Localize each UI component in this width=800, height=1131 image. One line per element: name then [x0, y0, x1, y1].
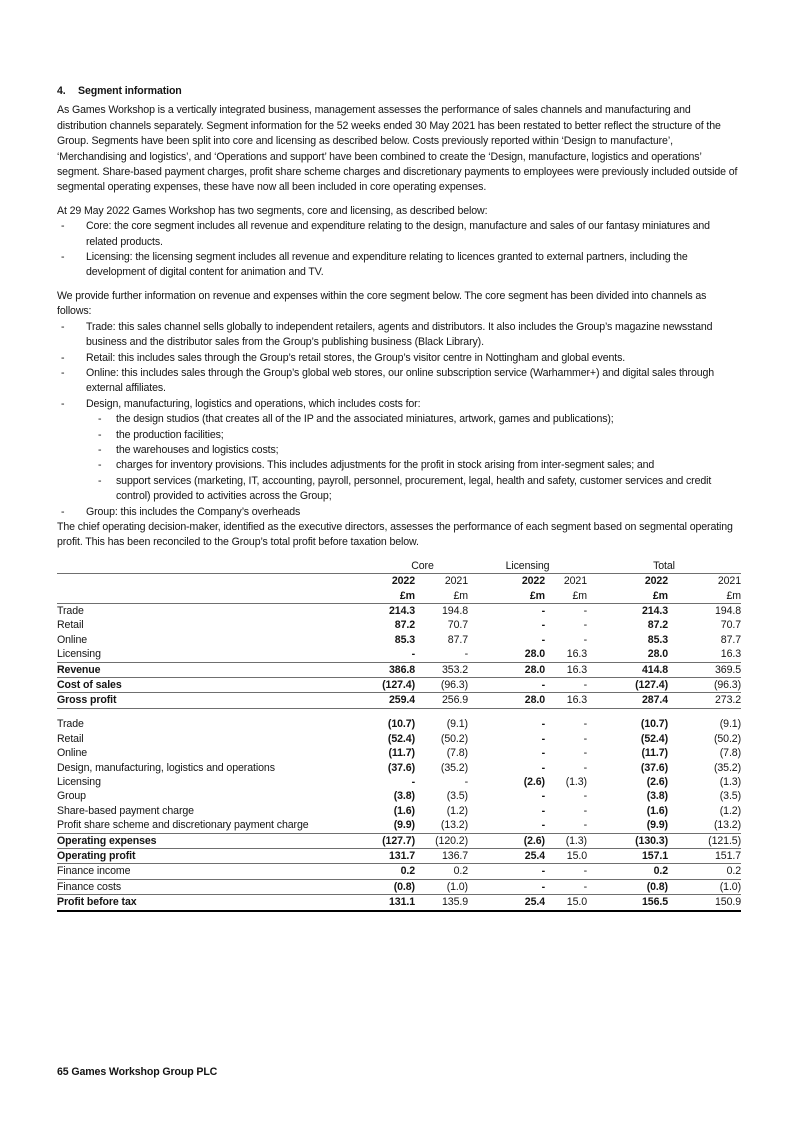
- table-cell: (11.7): [388, 747, 415, 760]
- table-row-retail: [57, 618, 741, 632]
- table-cell: 136.7: [415, 849, 468, 864]
- table-cell: (127.4): [587, 678, 668, 693]
- table-cell: 87.7: [447, 633, 468, 646]
- table-cell: (35.2): [713, 761, 742, 774]
- table-cell: 150.9: [668, 895, 741, 911]
- table-cell: -: [541, 732, 545, 745]
- table-cell: -: [545, 864, 587, 879]
- table-row-group-expenses: [57, 789, 741, 803]
- table-cell: 0.2: [415, 864, 468, 879]
- list-item-text: charges for inventory provisions. This includes adjustments for the profit in stock arising from inter-segment sales; and: [116, 459, 655, 472]
- table-cell: (1.6): [393, 804, 415, 817]
- table-cell: 353.2: [415, 662, 468, 677]
- table-cell: (37.6): [387, 761, 415, 774]
- table-cell: -: [464, 775, 468, 788]
- unit-header: £m: [587, 589, 668, 604]
- table-cell: (9.9): [587, 818, 668, 833]
- table-cell: (1.2): [446, 804, 468, 817]
- table-cell: 194.8: [715, 605, 742, 617]
- table-cell: -: [583, 804, 587, 817]
- table-cell: (0.8): [587, 879, 668, 894]
- table-cell: 414.8: [587, 662, 668, 677]
- sublist-item-support: [96, 474, 743, 505]
- table-cell: -: [583, 790, 587, 803]
- row-label: Licensing: [57, 775, 101, 788]
- row-label: Trade: [57, 718, 84, 731]
- page-footer: 65 Games Workshop Group PLC: [57, 1066, 218, 1078]
- year-header: 2021: [444, 575, 468, 588]
- row-label: Finance costs: [57, 879, 377, 894]
- list-item-online: [57, 366, 743, 397]
- bullet-dash: -: [61, 251, 65, 264]
- bullet-dash: -: [98, 428, 102, 441]
- table-cell: (130.3): [587, 833, 668, 848]
- row-label: Operating profit: [57, 849, 377, 864]
- table-row-online-expenses: [57, 746, 741, 760]
- list-item-design: [57, 397, 743, 412]
- row-label: Design, manufacturing, logistics and operations: [57, 761, 275, 774]
- table-cell: (3.8): [393, 790, 415, 803]
- table-cell: (10.7): [640, 718, 668, 731]
- section-title: Segment information: [78, 85, 182, 97]
- table-cell: -: [541, 718, 545, 731]
- table-cell: 85.3: [394, 633, 415, 646]
- table-cell: 70.7: [447, 619, 468, 632]
- table-cell: 214.3: [388, 605, 415, 617]
- table-cell: -: [468, 818, 545, 833]
- row-label: Online: [57, 747, 88, 760]
- table-row-revenue: [57, 662, 741, 677]
- unit-header: £m: [545, 589, 587, 604]
- table-cell: -: [468, 678, 545, 693]
- list-item-text: the warehouses and logistics costs;: [116, 443, 279, 456]
- list-item-text: Design, manufacturing, logistics and operations, which includes costs for:: [86, 397, 421, 410]
- list-item-group: [57, 505, 743, 520]
- table-unit-header-row: [57, 589, 741, 604]
- table-cell: (52.4): [640, 732, 668, 745]
- table-cell: -: [541, 790, 545, 803]
- list-item-text: support services (marketing, IT, accounting, payroll, personnel, procurement, legal, health and safety, customer services and credit control) provided to activities across the Group;: [116, 474, 712, 503]
- paragraph-overview: As Games Workshop is a vertically integrated business, management assesses the performance of sales channels and manufacturing and distribution channels separately. Segment information for the 52 weeks ended 30 May 2021 has been restated to better reflect the structure of the Group. Segments have been split into core and licensing as described below. Costs previously reported within ‘Design to manufacture’, ‘Merchandising and logistics’, and ‘Operations and support’ have been combined to create the ‘Design, manufacture, logistics and operations’ segment. Share-based payment charges, profit share scheme charges and discretionary payments to employees were previously included outside of segmental operating expenses, these have now all been included in core operating expenses.: [57, 104, 738, 194]
- table-cell: (50.2): [713, 732, 742, 745]
- table-cell: (1.0): [415, 879, 468, 894]
- bullet-dash: -: [61, 366, 65, 379]
- section-number: 4.: [57, 85, 66, 97]
- table-cell: -: [583, 747, 587, 760]
- table-row-profit-share-scheme: [57, 818, 741, 833]
- list-item-text: Online: this includes sales through the Group’s global web stores, our online subscription service (Warhammer+) and digital sales through external affiliates.: [86, 366, 715, 395]
- table-cell: 16.3: [545, 662, 587, 677]
- table-cell: -: [541, 633, 545, 646]
- list-item-text: Core: the core segment includes all revenue and expenditure relating to the design, manufacture and sales of our fantasy miniatures and related products.: [86, 220, 710, 248]
- bullet-dash: -: [98, 413, 102, 426]
- table-cell: 0.2: [377, 864, 415, 879]
- table-cell: 16.3: [545, 693, 587, 708]
- row-label: Cost of sales: [57, 678, 377, 693]
- table-row-online: [57, 633, 741, 647]
- table-cell: (120.2): [415, 833, 468, 848]
- table-cell: (9.1): [719, 718, 742, 731]
- year-header: 2022: [521, 575, 545, 588]
- bullet-dash: -: [61, 351, 65, 364]
- table-cell: -: [541, 761, 545, 774]
- table-cell: 151.7: [668, 849, 741, 864]
- table-cell: -: [583, 633, 587, 646]
- table-cell: (96.3): [415, 678, 468, 693]
- table-cell: (2.6): [468, 833, 545, 848]
- row-label: Finance income: [57, 864, 377, 879]
- table-cell: (2.6): [523, 775, 545, 788]
- table-cell: 0.2: [668, 864, 741, 879]
- bullet-dash: -: [61, 505, 65, 518]
- table-row-licensing: [57, 647, 741, 662]
- table-cell: (13.2): [415, 818, 468, 833]
- table-group-header-row: [57, 559, 741, 574]
- table-cell: 15.0: [545, 849, 587, 864]
- table-cell: (13.2): [668, 818, 741, 833]
- table-cell: (10.7): [387, 718, 415, 731]
- table-cell: (127.7): [377, 833, 415, 848]
- list-item-text: Group: this includes the Company’s overheads: [86, 505, 301, 518]
- unit-header: £m: [468, 589, 545, 604]
- paragraph-codm: The chief operating decision-maker, identified as the executive directors, assesses the performance of each segment based on segmental operating profit. This has been reconciled to the Group’s total profit before taxation below.: [57, 520, 733, 549]
- table-cell: 16.3: [668, 647, 741, 662]
- table-cell: (7.8): [719, 747, 742, 760]
- row-label: Retail: [57, 732, 84, 745]
- segment-list: [57, 219, 743, 281]
- table-row-licensing-expenses: [57, 775, 741, 789]
- list-item-text: the design studios (that creates all of the IP and the associated miniatures, artwork, games and publications);: [116, 413, 614, 426]
- table-row-operating-profit: [57, 849, 741, 864]
- channel-list: [57, 320, 743, 520]
- table-row-cost-of-sales: [57, 678, 741, 693]
- list-item-licensing: [57, 250, 743, 281]
- bullet-dash: -: [98, 459, 102, 472]
- list-item-text: the production facilities;: [116, 428, 224, 441]
- table-cell: 157.1: [587, 849, 668, 864]
- unit-header: £m: [377, 589, 415, 604]
- bullet-dash: -: [61, 220, 65, 233]
- table-cell: 156.5: [587, 895, 668, 911]
- table-cell: (121.5): [668, 833, 741, 848]
- table-cell: 15.0: [545, 895, 587, 911]
- paragraph-segments-intro: At 29 May 2022 Games Workshop has two segments, core and licensing, as described below:: [57, 204, 488, 217]
- table-cell: 287.4: [587, 693, 668, 708]
- table-cell: 16.3: [545, 647, 587, 662]
- table-cell: 70.7: [720, 619, 742, 632]
- row-label: Revenue: [57, 662, 377, 677]
- table-cell: [57, 589, 377, 604]
- table-cell: -: [468, 879, 545, 894]
- table-cell: 28.0: [468, 662, 545, 677]
- table-cell: -: [583, 761, 587, 774]
- row-label: Share-based payment charge: [57, 804, 194, 817]
- table-cell: (1.3): [565, 775, 587, 788]
- table-cell: 131.1: [377, 895, 415, 911]
- group-header-licensing: Licensing: [468, 559, 587, 574]
- table-cell: 135.9: [415, 895, 468, 911]
- table-cell: 214.3: [641, 605, 668, 617]
- table-cell: (3.8): [646, 790, 668, 803]
- sublist-item-design-studios: [96, 412, 743, 427]
- table-cell: 25.4: [468, 849, 545, 864]
- table-cell: -: [583, 605, 587, 617]
- table-cell: 0.2: [587, 864, 668, 879]
- table-cell: 87.2: [394, 619, 415, 632]
- table-cell: -: [541, 747, 545, 760]
- table-row-design-expenses: [57, 761, 741, 775]
- bullet-dash: -: [98, 443, 102, 456]
- group-header-total: Total: [587, 559, 741, 574]
- table-cell: -: [545, 879, 587, 894]
- table-row-finance-income: [57, 864, 741, 879]
- table-cell: -: [468, 864, 545, 879]
- table-cell: (1.0): [668, 879, 741, 894]
- bullet-dash: -: [61, 397, 65, 410]
- unit-header: £m: [415, 589, 468, 604]
- table-cell: 28.0: [587, 647, 668, 662]
- table-cell: (3.5): [446, 790, 468, 803]
- row-label: Retail: [57, 619, 84, 632]
- table-cell: (52.4): [387, 732, 415, 745]
- table-cell: 369.5: [668, 662, 741, 677]
- year-header: 2021: [717, 575, 742, 588]
- list-item-retail: [57, 351, 743, 366]
- table-year-header-row: [57, 574, 741, 589]
- table-cell: -: [583, 732, 587, 745]
- table-cell: 273.2: [668, 693, 741, 708]
- table-row-share-based-payment: [57, 804, 741, 818]
- table-cell: -: [583, 619, 587, 632]
- table-cell: (3.5): [719, 790, 742, 803]
- table-cell: (1.2): [719, 804, 742, 817]
- table-cell: (9.1): [446, 718, 468, 731]
- table-cell: 87.2: [647, 619, 668, 632]
- table-cell: (35.2): [440, 761, 468, 774]
- bullet-dash: -: [98, 474, 102, 487]
- table-spacer-row: [57, 708, 741, 717]
- table-cell: 259.4: [377, 693, 415, 708]
- table-row-trade-expenses: [57, 717, 741, 731]
- table-cell: -: [541, 804, 545, 817]
- table-cell: 386.8: [377, 662, 415, 677]
- table-cell: (1.3): [545, 833, 587, 848]
- table-cell: (1.6): [646, 804, 668, 817]
- row-label: Operating expenses: [57, 833, 377, 848]
- table-cell: -: [545, 818, 587, 833]
- table-cell: (2.6): [646, 775, 668, 788]
- table-cell: (0.8): [377, 879, 415, 894]
- table-cell: -: [415, 647, 468, 662]
- table-cell: (127.4): [377, 678, 415, 693]
- row-label: Licensing: [57, 647, 377, 662]
- table-cell: -: [541, 619, 545, 632]
- list-item-text: Licensing: the licensing segment includes all revenue and expenditure relating to licences granted to external partners, including the development of digital content for animation and TV.: [86, 251, 688, 279]
- row-label: Profit before tax: [57, 895, 377, 911]
- table-cell: -: [583, 718, 587, 731]
- table-cell: -: [545, 678, 587, 693]
- table-cell: 87.7: [720, 633, 742, 646]
- table-cell: -: [377, 647, 415, 662]
- paragraph-channels-intro: We provide further information on revenue and expenses within the core segment below. The core segment has been divided into channels as follows:: [57, 289, 707, 318]
- bullet-dash: -: [61, 320, 65, 333]
- row-label: Group: [57, 790, 86, 803]
- unit-header: £m: [668, 589, 741, 604]
- table-row-retail-expenses: [57, 732, 741, 746]
- table-row-operating-expenses: [57, 833, 741, 848]
- group-header-core: Core: [377, 559, 468, 574]
- table-cell: 194.8: [441, 605, 468, 617]
- row-label: Trade: [57, 605, 84, 617]
- table-cell: (1.3): [719, 775, 742, 788]
- table-cell: 85.3: [647, 633, 668, 646]
- table-cell: 131.7: [377, 849, 415, 864]
- list-item-trade: [57, 320, 743, 351]
- table-cell: (37.6): [640, 761, 668, 774]
- table-cell: -: [541, 605, 545, 617]
- row-label: Gross profit: [57, 693, 377, 708]
- year-header: 2022: [644, 575, 668, 588]
- table-cell: [57, 708, 741, 717]
- table-cell: (9.9): [377, 818, 415, 833]
- table-cell: -: [411, 775, 415, 788]
- year-header: 2022: [391, 575, 415, 588]
- table-row-gross-profit: [57, 693, 741, 708]
- table-cell: 256.9: [415, 693, 468, 708]
- list-item-text: Trade: this sales channel sells globally to independent retailers, agents and distributors. It also includes the Group’s magazine newsstand business and the distributor sales from the Group’s publishing business (Black Library).: [86, 320, 713, 349]
- table-cell: 25.4: [468, 895, 545, 911]
- page-content: [57, 84, 743, 912]
- table-cell: (11.7): [641, 747, 668, 760]
- table-cell: 28.0: [468, 693, 545, 708]
- segment-table: [57, 559, 741, 912]
- row-label: Online: [57, 633, 88, 646]
- table-row-trade: [57, 604, 741, 619]
- row-label: Profit share scheme and discretionary payment charge: [57, 818, 377, 833]
- table-cell: (96.3): [668, 678, 741, 693]
- sublist-item-inventory: [96, 458, 743, 473]
- table-cell: [57, 559, 377, 574]
- table-row-profit-before-tax: [57, 895, 741, 911]
- list-item-core: [57, 219, 743, 250]
- sublist-item-warehouses: [96, 443, 743, 458]
- year-header: 2021: [563, 575, 587, 588]
- table-row-finance-costs: [57, 879, 741, 894]
- table-cell: (7.8): [446, 747, 468, 760]
- table-cell: 28.0: [468, 647, 545, 662]
- section-heading: [57, 84, 743, 99]
- list-item-text: Retail: this includes sales through the Group’s retail stores, the Group’s visitor centre in Nottingham and global events.: [86, 351, 626, 364]
- sublist-item-production: [96, 428, 743, 443]
- table-cell: (50.2): [440, 732, 468, 745]
- table-cell: [57, 574, 377, 589]
